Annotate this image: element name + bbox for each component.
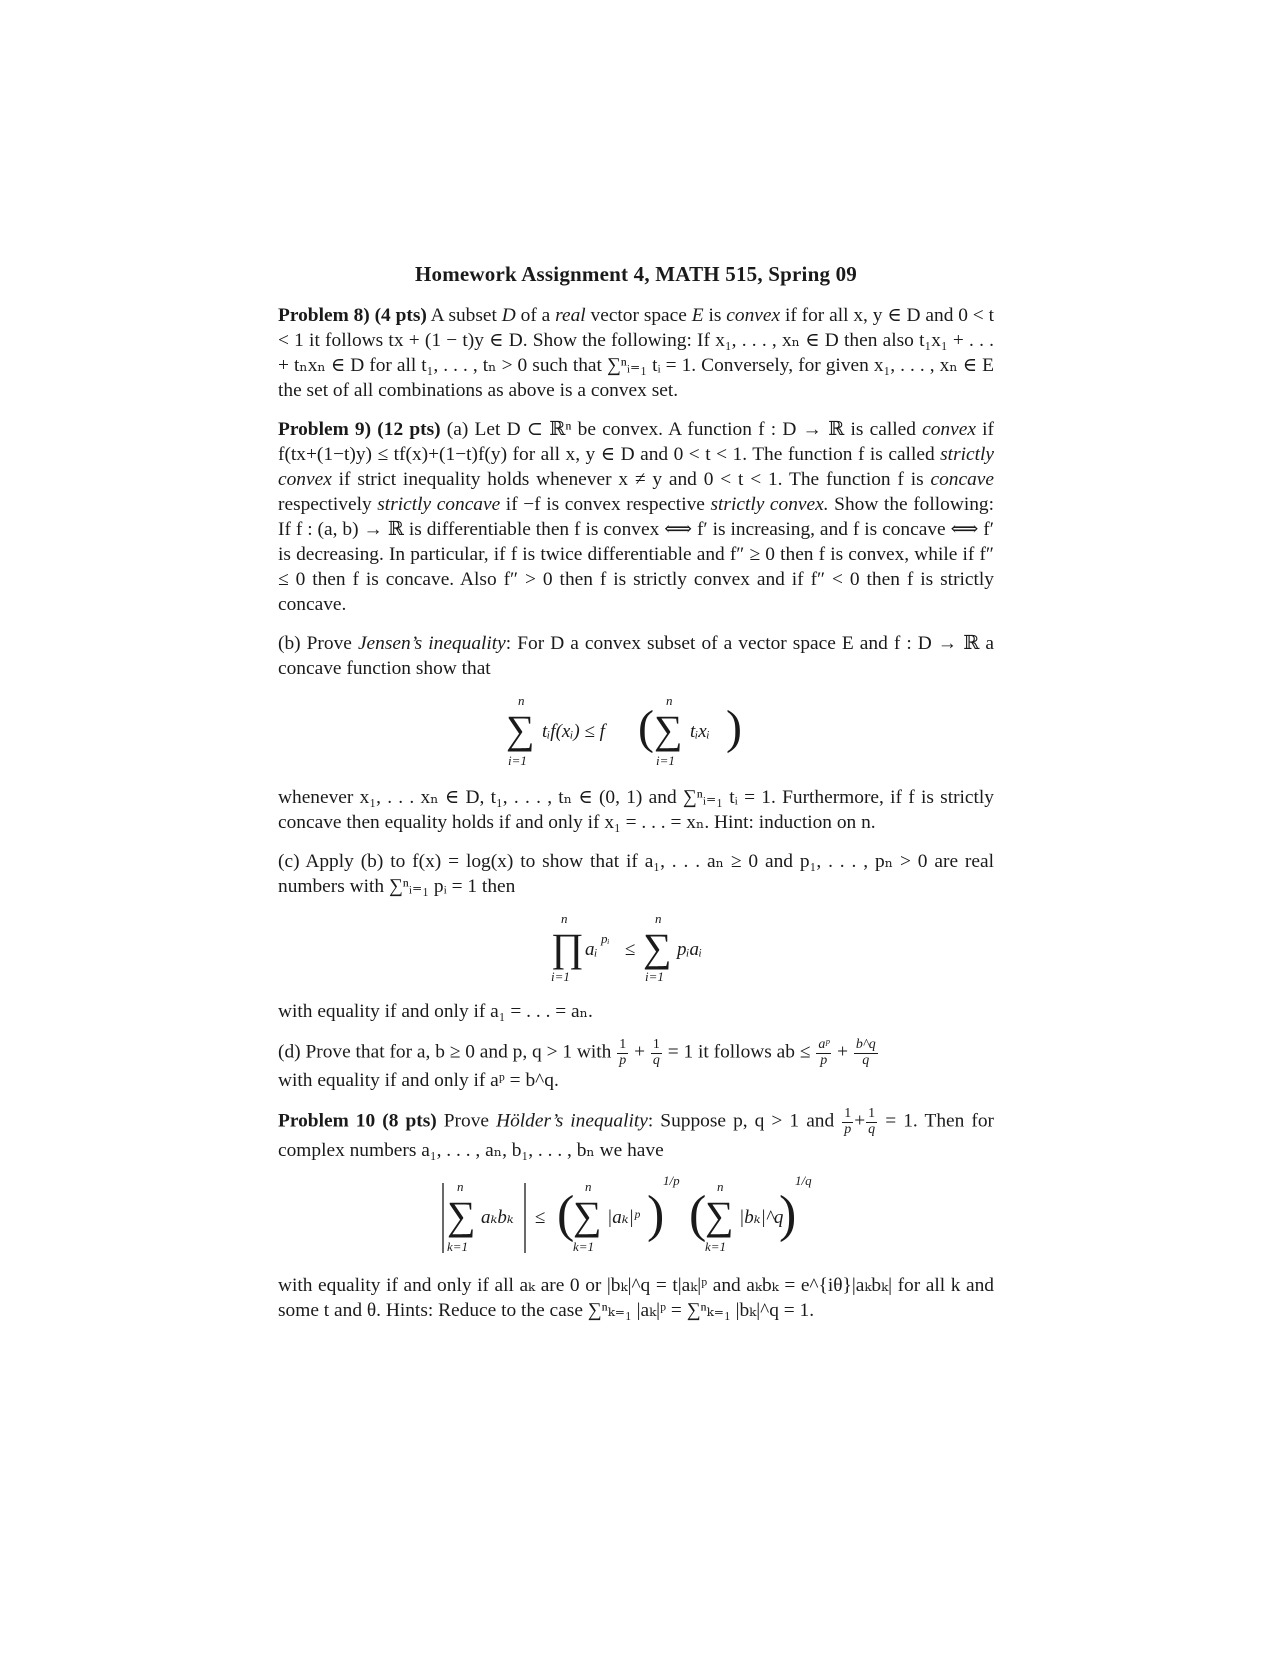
problem-10-cont: with equality if and only if all aₖ are 0 or |bₖ|^q = t|aₖ|ᵖ and aₖbₖ = e^{iθ}|aₖbₖ| for all k and some t and θ. Hints: Reduce to the case ∑ⁿₖ₌₁ |aₖ|ᵖ = ∑ⁿₖ₌₁ |bₖ|^q = 1. [278,1274,994,1321]
left-paren: ( [638,701,654,754]
sum-upper-limit: n [585,1178,592,1194]
right-paren: ) [726,701,742,754]
summation-sign: ∑ [573,1192,602,1238]
holder-rhs2: |bₖ|^q [739,1206,784,1228]
p10-emph-holder: Hölder’s inequality [496,1110,648,1132]
right-paren: ) [779,1185,797,1243]
left-paren: ( [557,1185,575,1243]
problem-9b-cont: whenever x₁, . . . xₙ ∈ D, t₁, . . . , tₙ ∈ (0, 1) and ∑ⁿᵢ₌₁ tᵢ = 1. Furthermore, if f is strictly concave then equality holds if and only if x₁ = . . . = xₙ. Hint: induction on n. [278,787,994,833]
leq-sign: ≤ [625,939,636,960]
fraction-num: 1 [652,1037,660,1052]
fraction-den: p [619,1052,627,1068]
problem-9c-cont: with equality if and only if a₁ = . . . = aₙ. [278,1001,593,1022]
p9d-text: (d) Prove that for a, b ≥ 0 and p, q > 1 with [278,1041,617,1063]
p9b-text: : For D a convex subset of a vector space E and f : D → ℝ a concave function show that [278,633,995,679]
p9a-text: if strict inequality holds whenever x ≠ y and 0 < t < 1. The function f is [331,469,931,490]
problem-9b [278,631,994,681]
p9a-emph: convex [922,419,976,440]
fraction-num: 1 [619,1037,627,1052]
sum-upper-limit: n [518,693,525,708]
jensen-equation [278,691,994,775]
fraction [854,1038,878,1068]
fraction [816,1038,831,1068]
leq-sign: ≤ [535,1206,546,1228]
prod-body: aᵢ [585,939,598,960]
summation-sign: ∑ [506,707,535,752]
problem-9-label: Problem 9) (12 pts) [278,419,441,440]
p9a-text: (a) Let D ⊂ ℝⁿ be convex. A function f : D → ℝ is called [440,419,923,440]
p9a-text: if −f is convex respective [500,494,711,515]
p9b-text: (b) Prove [278,633,358,654]
p9b-emph-jensen: Jensen’s inequality [357,633,506,654]
p8-text: if for all x, y ∈ D and 0 < t < 1 it follows tx + (1 − t)y ∈ D. Show the following: If x₁, . . . , xₙ ∈ D then also t₁x₁ + . . . + tₙxₙ ∈ D for all t₁, . . . , tₙ > 0 such that ∑ⁿᵢ₌₁ tᵢ = 1. Conversely, for given x₁, . . . , xₙ ∈ E the set of all combinations as above is a convex set. [278,305,994,401]
summation-sign: ∑ [705,1192,734,1238]
problem-9a [278,417,994,617]
p8-text: vector space [585,305,692,326]
sum-upper-limit: n [457,1178,464,1194]
problem-10: Problem 10 (8 pts) Prove Hölder’s inequality: Suppose p, q > 1 and $\frac{1}{p}$ + $\frac{1}{q}$ = 1. Then for complex numbers a₁, . . . , aₙ, b₁, . . . , bₙ we have [278,1106,994,1161]
exponent: 1/p [663,1172,680,1188]
problem-8-label: Problem 8) (4 pts) [278,305,427,326]
sum-upper-limit: n [666,693,673,708]
sum-upper-limit: n [717,1178,724,1194]
summation-sign: ∑ [447,1192,476,1238]
right-paren: ) [647,1185,665,1243]
problem-8: Problem 8) (4 pts) A subset D of a real vector space E is convex if for all x, y ∈ D and 0 < t < 1 it follows tx + (1 − t)y ∈ D. Show the following: If x₁, . . . , xₙ ∈ D then also t₁x₁ + . . . + tₙxₙ ∈ D for all t₁, . . . , tₙ > 0 such that ∑ⁿᵢ₌₁ tᵢ = 1. Conversely, for given x₁, . . . , xₙ ∈ E the set of all combinations as above is a convex set. [278,305,994,401]
page-title: Homework Assignment 4, MATH 515, Spring 09 [414,262,858,286]
sum-lower-limit: i=1 [656,753,675,768]
p9a-emph: concave [930,469,994,490]
jensen-rhs: tᵢxᵢ [690,721,710,742]
prod-exponent: pᵢ [601,931,610,946]
document-body [278,262,994,1323]
problem-9d: (d) Prove that for a, b ≥ 0 and p, q > 1 with $\frac{1}{p}$ + $\frac{1}{q}$ = 1 it follows ab ≤ $\frac{\text{aᵖ}}{p}$ + $\frac{b\^{}q}{q}$ with equality if and only if aᵖ = b^q. [278,1037,876,1092]
p10-text: : Suppose p, q > 1 and [647,1110,842,1132]
sum-lower-limit: i=1 [645,969,664,984]
p9a-emph: strictly convex [278,444,994,490]
sum-upper-limit: n [655,911,662,926]
holder-rhs1: |aₖ|ᵖ [607,1206,640,1228]
p9a-text: if f(tx+(1−t)y) ≤ tf(x)+(1−t)f(y) for all x, y ∈ D and 0 < t < 1. The function f is called [278,419,994,465]
sum-body: pᵢaᵢ [677,939,703,960]
p9d-text: with equality if and only if aᵖ = b^q. [278,1070,559,1092]
exponent: 1/q [795,1172,812,1188]
fraction [617,1038,628,1068]
fraction-num: aᵖ [818,1037,830,1052]
p9a-text: Show the following: If f : (a, b) → ℝ is differentiable then f is convex ⟺ f′ is increasing, and f is concave ⟺ f′ is decreasing. In particular, if f is twice differentiable and f″ ≥ 0 then f is convex, while if f″ ≤ 0 then f is concave. Also f″ > 0 then f is strictly convex and if f″ < 0 then f is strictly concave. [278,494,994,615]
product-sign: ∏ [551,925,584,970]
sum-lower-limit: k=1 [705,1238,727,1254]
holder-equation [278,1173,994,1263]
plus-sign: + [629,1041,650,1063]
sum-lower-limit: k=1 [573,1238,595,1254]
problem-10-label: Problem 10 (8 pts) [278,1110,437,1132]
fraction-num: b^q [855,1037,876,1052]
amgm-equation [278,909,994,989]
p10-text: = 1. Then for complex numbers a₁, . . . , aₙ, b₁, . . . , bₙ we have [278,1110,994,1161]
fraction-num: 1 [844,1106,852,1122]
jensen-lhs: tᵢf(xᵢ) ≤ f [542,721,605,742]
fraction [842,1107,853,1137]
prod-lower-limit: i=1 [551,969,570,984]
sum-lower-limit: i=1 [508,753,527,768]
fraction [866,1107,877,1137]
holder-lhs: aₖbₖ [481,1206,514,1228]
p8-emph-real: real [555,305,586,326]
problem-9c: (c) Apply (b) to f(x) = log(x) to show that if a₁, . . . aₙ ≥ 0 and p₁, . . . , pₙ > 0 are real numbers with ∑ⁿᵢ₌₁ pᵢ = 1 then [278,851,994,897]
p9a-emph: strictly convex. [710,494,829,515]
p10-text: Prove [436,1110,497,1132]
summation-sign: ∑ [654,707,683,752]
fraction-num: 1 [868,1106,876,1122]
p8-text: of a [515,305,556,326]
p9d-text: = 1 it follows ab ≤ [662,1041,816,1063]
fraction-den: q [652,1052,660,1068]
p8-text: is [703,305,727,326]
p8-text: A subset [426,305,502,326]
fraction [651,1038,662,1068]
sum-lower-limit: k=1 [447,1238,469,1254]
p9a-emph: strictly concave [377,494,501,515]
fraction-den: q [868,1122,876,1138]
p9a-text: respectively [278,494,378,515]
left-paren: ( [689,1185,707,1243]
fraction-den: p [820,1052,828,1068]
summation-sign: ∑ [643,925,672,970]
fraction-den: q [862,1052,870,1068]
p8-emph-convex: convex [726,305,781,326]
fraction-den: p [844,1122,852,1138]
prod-upper-limit: n [561,911,568,926]
